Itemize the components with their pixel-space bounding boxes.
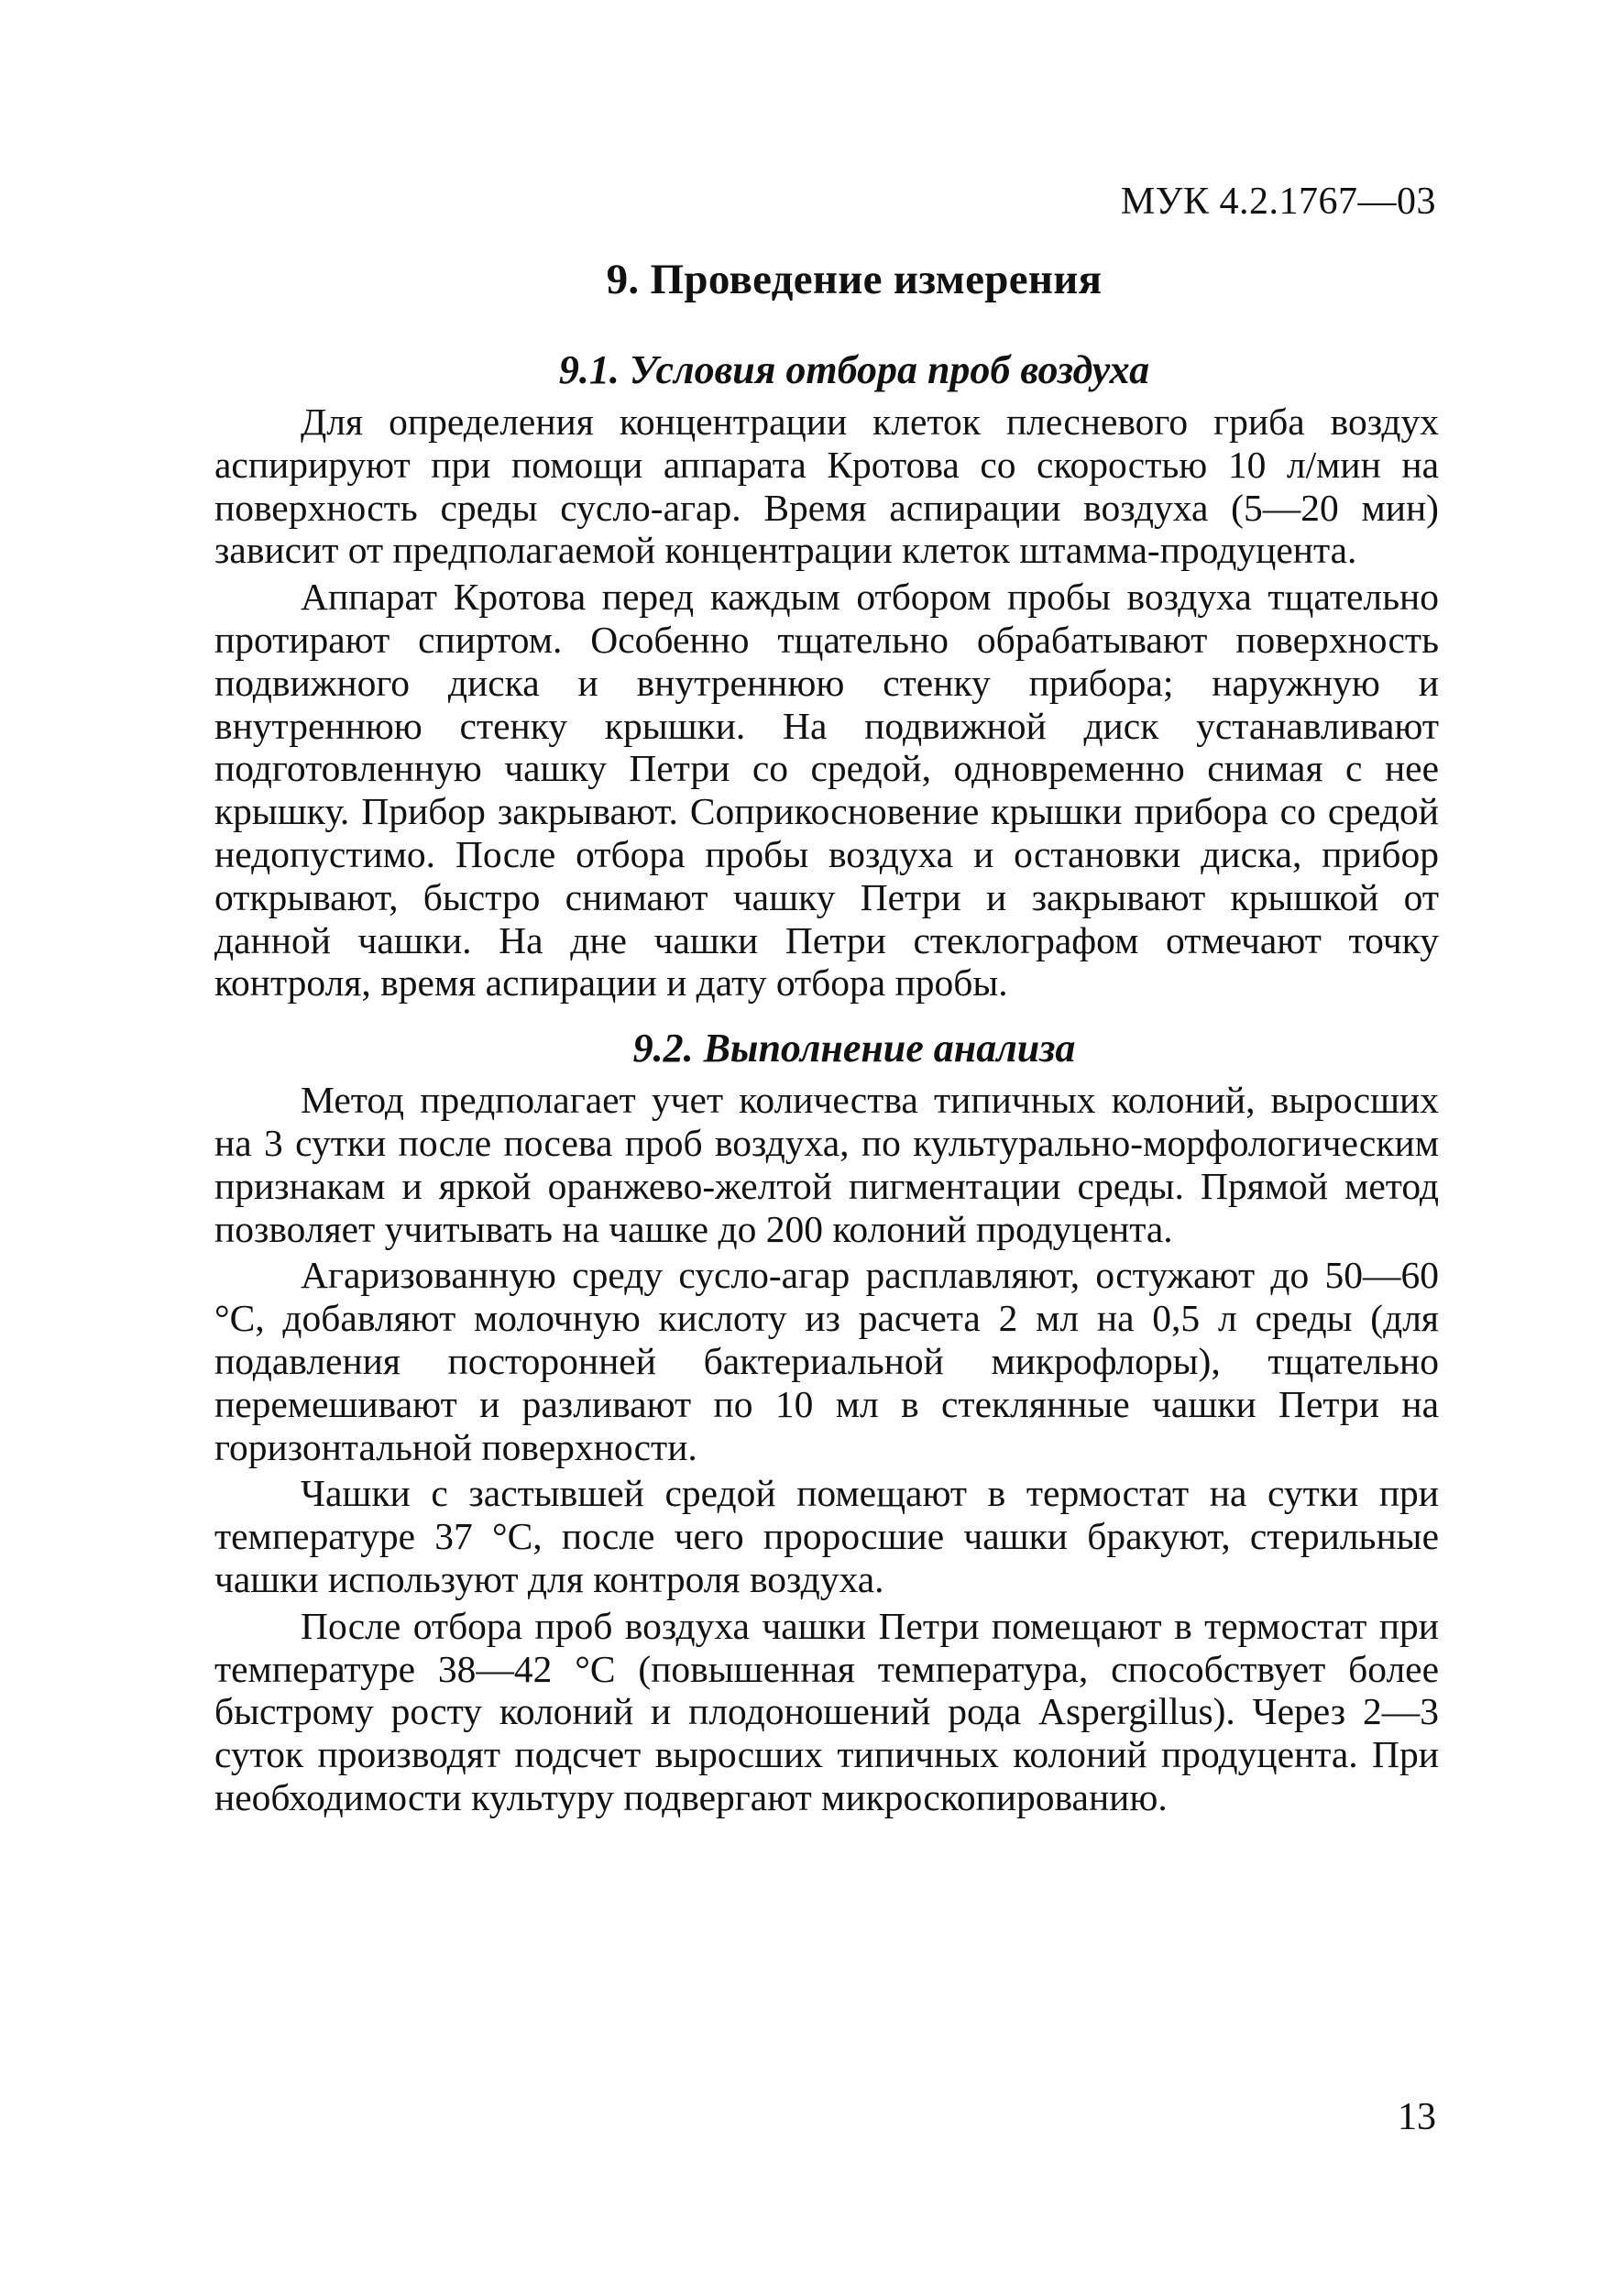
subsection-title-9-1: 9.1. Условия отбора проб воздуха [558,347,1150,392]
paragraph: Для определения концентрации клеток плесневого гриба воздух аспирируют при помощи аппарата Кротова со скоростью 10 л/мин на поверхность среды сусло-агар. Время аспирации воздуха (5—20 мин) зависит от предполагаемой концентрации клеток штамма-продуцента. [214,401,1439,572]
paragraph: Чашки с застывшей средой помещают в термостат на сутки при температуре 37 °С, после чего проросшие чашки бракуют, стерильные чашки используют для контроля воздуха. [214,1472,1439,1600]
paragraph: Аппарат Кротова перед каждым отбором пробы воздуха тщательно протирают спиртом. Особенно тщательно обрабатывают поверхность подвижного диска и внутреннюю стенку прибора; наружную и внутреннюю стенку крышки. На подвижной диск устанавливают подготовленную чашку Петри со средой, одновременно снимая с нее крышку. Прибор закрывают. Соприкосновение крышки прибора со средой недопустимо. После отбора пробы воздуха и остановки диска, прибор открывают, быстро снимают чашку Петри и закрывают крышкой от данной чашки. На дне чашки Петри стеклографом отмечают точку контроля, время аспирации и дату отбора пробы. [214,576,1439,1005]
subsection-title-9-2: 9.2. Выполнение анализа [632,1026,1076,1071]
page-number: 13 [1398,2096,1436,2138]
paragraph: Метод предполагает учет количества типичных колоний, выросших на 3 сутки после посева проб воздуха, по культурально-морфологическим признакам и яркой оранжево-желтой пигментации среды. Прямой метод позволяет учитывать на чашке до 200 колоний продуцента. [214,1079,1439,1250]
paragraph: После отбора проб воздуха чашки Петри помещают в термостат при температуре 38—42 °С (повышенная температура, способствует более быстрому росту колоний и плодоношений рода Aspergillus). Через 2—3 суток производят подсчет выросших типичных колоний продуцента. При необходимости культуру подвергают микроскопированию. [214,1604,1439,1818]
document-code: МУК 4.2.1767—03 [1120,181,1436,223]
paragraph: Агаризованную среду сусло-агар расплавляют, остужают до 50—60 °С, добавляют молочную кислоту из расчета 2 мл на 0,5 л среды (для подавления посторонней бактериальной микрофлоры), тщательно перемешивают и разливают по 10 мл в стеклянные чашки Петри на горизонтальной поверхности. [214,1254,1439,1468]
section-title: 9. Проведение измерения [606,256,1103,303]
page-content [214,255,1439,1823]
